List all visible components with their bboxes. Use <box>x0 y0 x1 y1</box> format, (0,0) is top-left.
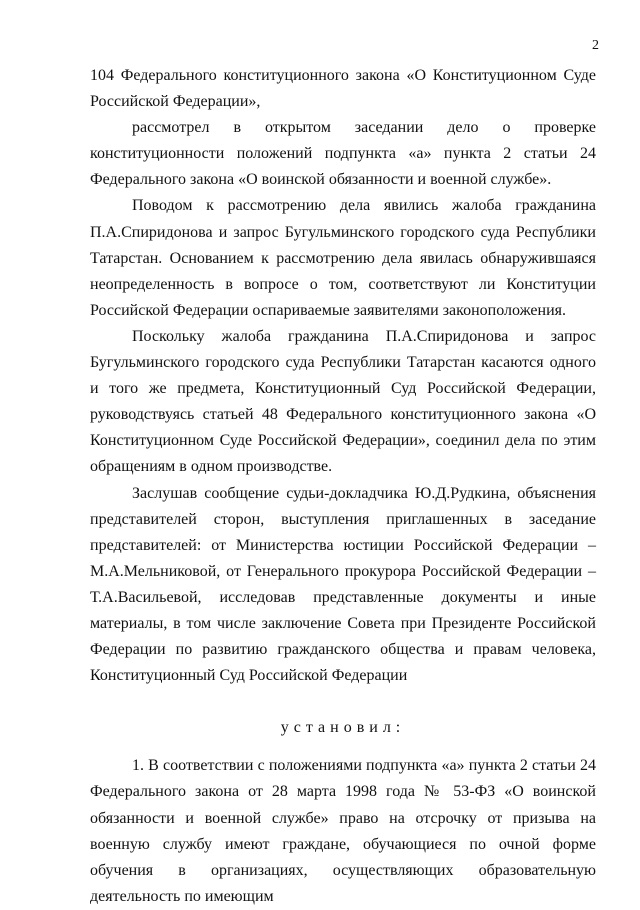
paragraph-1: 104 Федерального конституционного закона «О Конституционном Суде Российской Федерации», <box>90 67 596 111</box>
paragraph-5: Заслушав сообщение судьи-докладчика Ю.Д.Рудкина, объяснения представителей сторон, выступления приглашенных в заседание представителей: от Министерства юстиции Российской Федерации – М.А.Мельниковой, от Генерального прокурора Российской Федерации – Т.А.Васильевой, исследовав представленные документы и иные материалы, в том числе заключение Совета при Президенте Российской Федерации по развитию гражданского общества и правам человека, Конституционный Суд Российской Федерации <box>90 484 596 685</box>
paragraph-4: Поскольку жалоба гражданина П.А.Спиридонова и запрос Бугульминского городского суда Республики Татарстан касаются одного и того же предмета, Конституционный Суд Российской Федерации, руководствуясь статьей 48 Федерального конституционного закона «О Конституционном Суде Российской Федерации», соединил дела по этим обращениям в одном производстве. <box>90 327 596 476</box>
paragraph-2: рассмотрел в открытом заседании дело о проверке конституционности положений подпункта «а» пункта 2 статьи 24 Федерального закона «О воинской обязанности и военной службе». <box>90 119 596 189</box>
section-heading: установил: <box>280 719 406 737</box>
page-number: 2 <box>592 38 599 53</box>
paragraph-6: 1. В соответствии с положениями подпункта «а» пункта 2 статьи 24 Федерального закона от 28 марта 1998 года № 53-ФЗ «О воинской обязанности и военной службе» право на отсрочку от призыва на военную службу имеют граждане, обучающиеся по очной форме обучения в организациях, осуществляющих образовательную деятельность по имеющим <box>90 757 596 905</box>
document-body <box>90 63 596 910</box>
paragraph-3: Поводом к рассмотрению дела явились жалоба гражданина П.А.Спиридонова и запрос Бугульминского городского суда Республики Татарстан. Основанием к рассмотрению дела явилась обнаружившаяся неопределенность в вопросе о том, соответствуют ли Конституции Российской Федерации оспариваемые заявителями законоположения. <box>90 197 596 319</box>
